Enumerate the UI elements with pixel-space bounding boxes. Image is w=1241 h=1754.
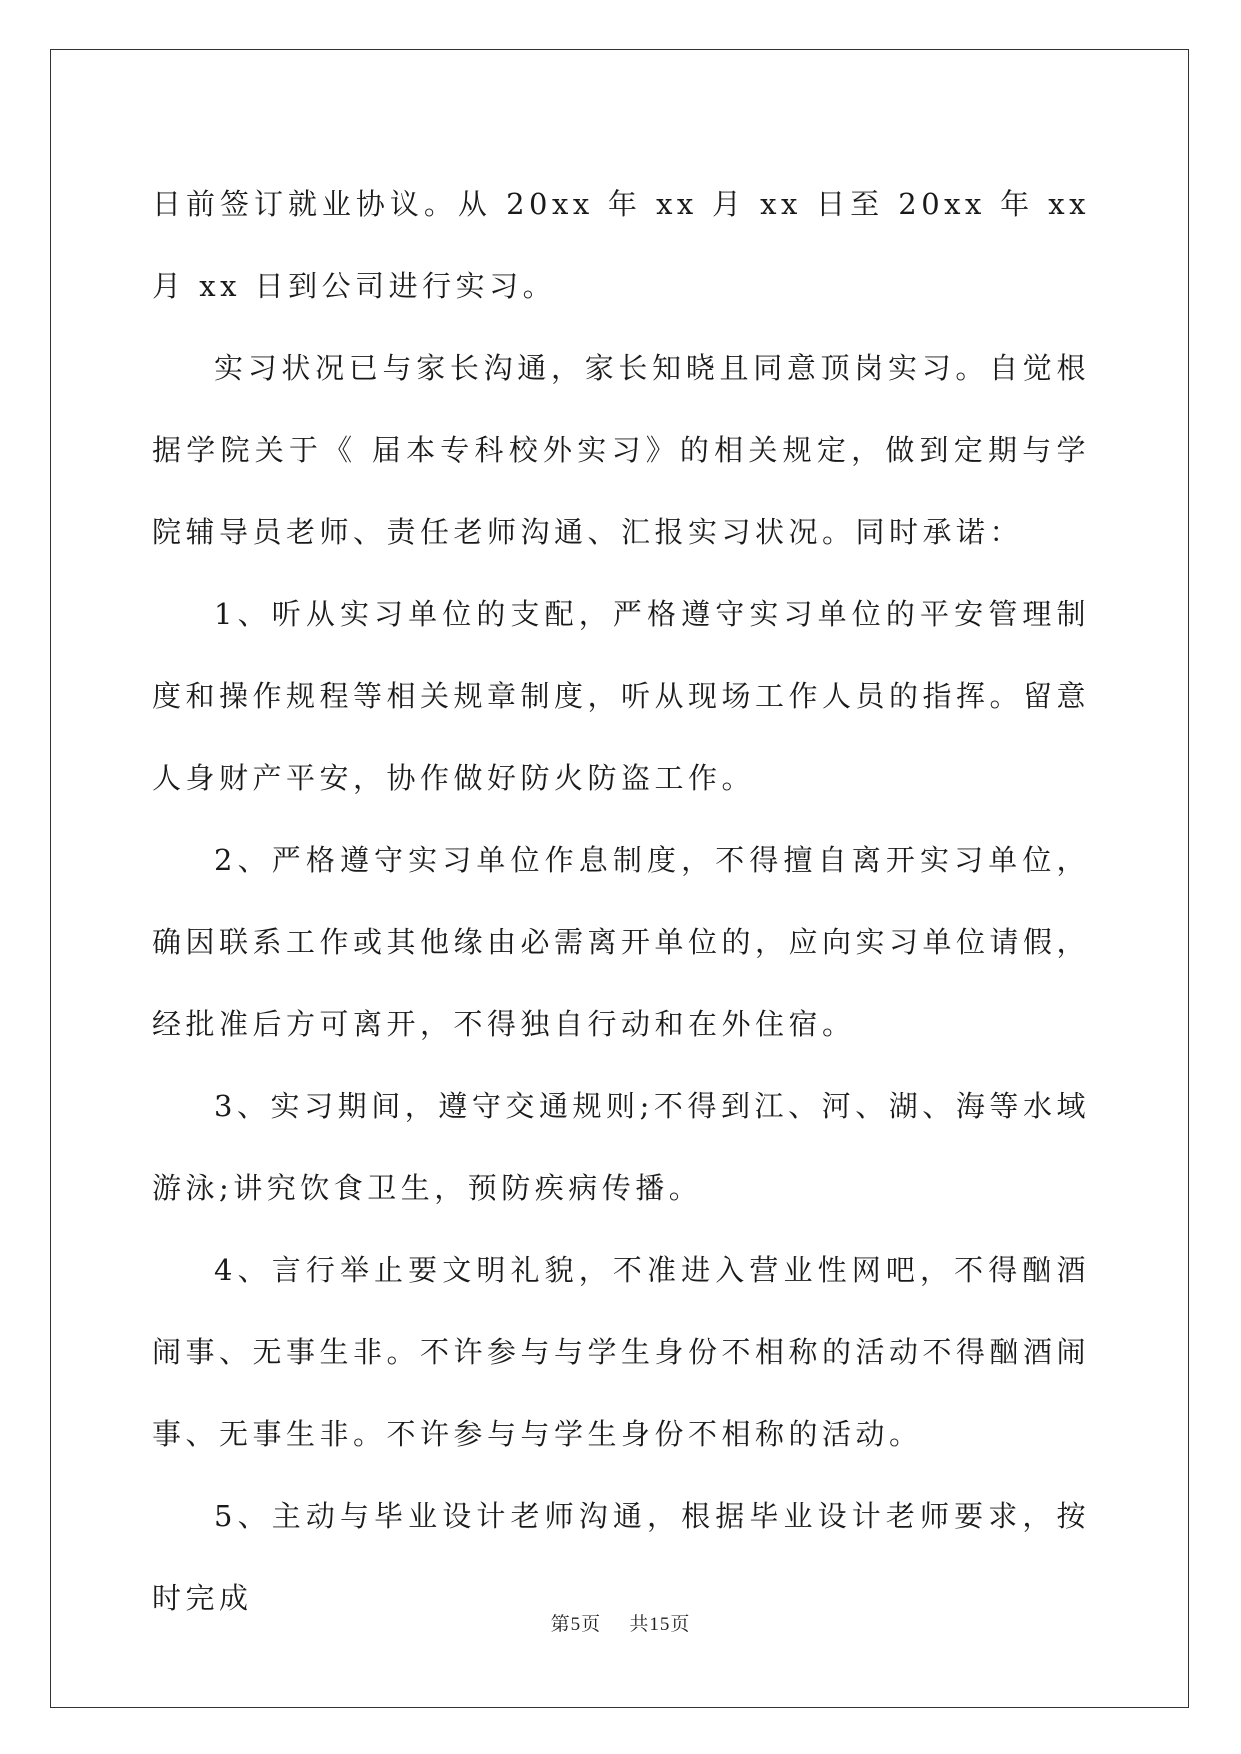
page-suffix: 页: [581, 1613, 602, 1635]
total-pages: 15: [649, 1614, 671, 1635]
total-suffix: 页: [670, 1613, 691, 1635]
paragraph-5: 3、实习期间，遵守交通规则;不得到江、河、湖、海等水域游泳;讲究饮食卫生，预防疾病传播。: [152, 1089, 1090, 1205]
paragraph-7: 5、主动与毕业设计老师沟通，根据毕业设计老师要求，按时完成: [152, 1499, 1090, 1615]
paragraph-1: 日前签订就业协议。从 20xx 年 xx 月 xx 日至 20xx 年 xx 月 xx 日到公司进行实习。: [152, 187, 1090, 303]
paragraph-4: 2、严格遵守实习单位作息制度，不得擅自离开实习单位，确因联系工作或其他缘由必需离开单位的，应向实习单位请假，经批准后方可离开，不得独自行动和在外住宿。: [152, 843, 1091, 1041]
paragraph-3: 1、听从实习单位的支配，严格遵守实习单位的平安管理制度和操作规程等相关规章制度，听从现场工作人员的指挥。留意人身财产平安，协作做好防火防盗工作。: [152, 597, 1091, 795]
page-prefix: 第: [550, 1613, 571, 1635]
document-body: [152, 163, 1090, 1639]
page-number: 5: [570, 1614, 582, 1635]
paragraph-6: 4、言行举止要文明礼貌，不准进入营业性网吧，不得酗酒闹事、无事生非。不许参与与学生身份不相称的活动不得酗酒闹事、无事生非。不许参与与学生身份不相称的活动。: [152, 1253, 1091, 1451]
page-footer: [0, 1609, 1241, 1636]
paragraph-2: 实习状况已与家长沟通，家长知晓且同意顶岗实习。自觉根据学院关于《 届本专科校外实习》的相关规定，做到定期与学院辅导员老师、责任老师沟通、汇报实习状况。同时承诺：: [152, 351, 1090, 549]
total-prefix: 共: [629, 1613, 650, 1635]
